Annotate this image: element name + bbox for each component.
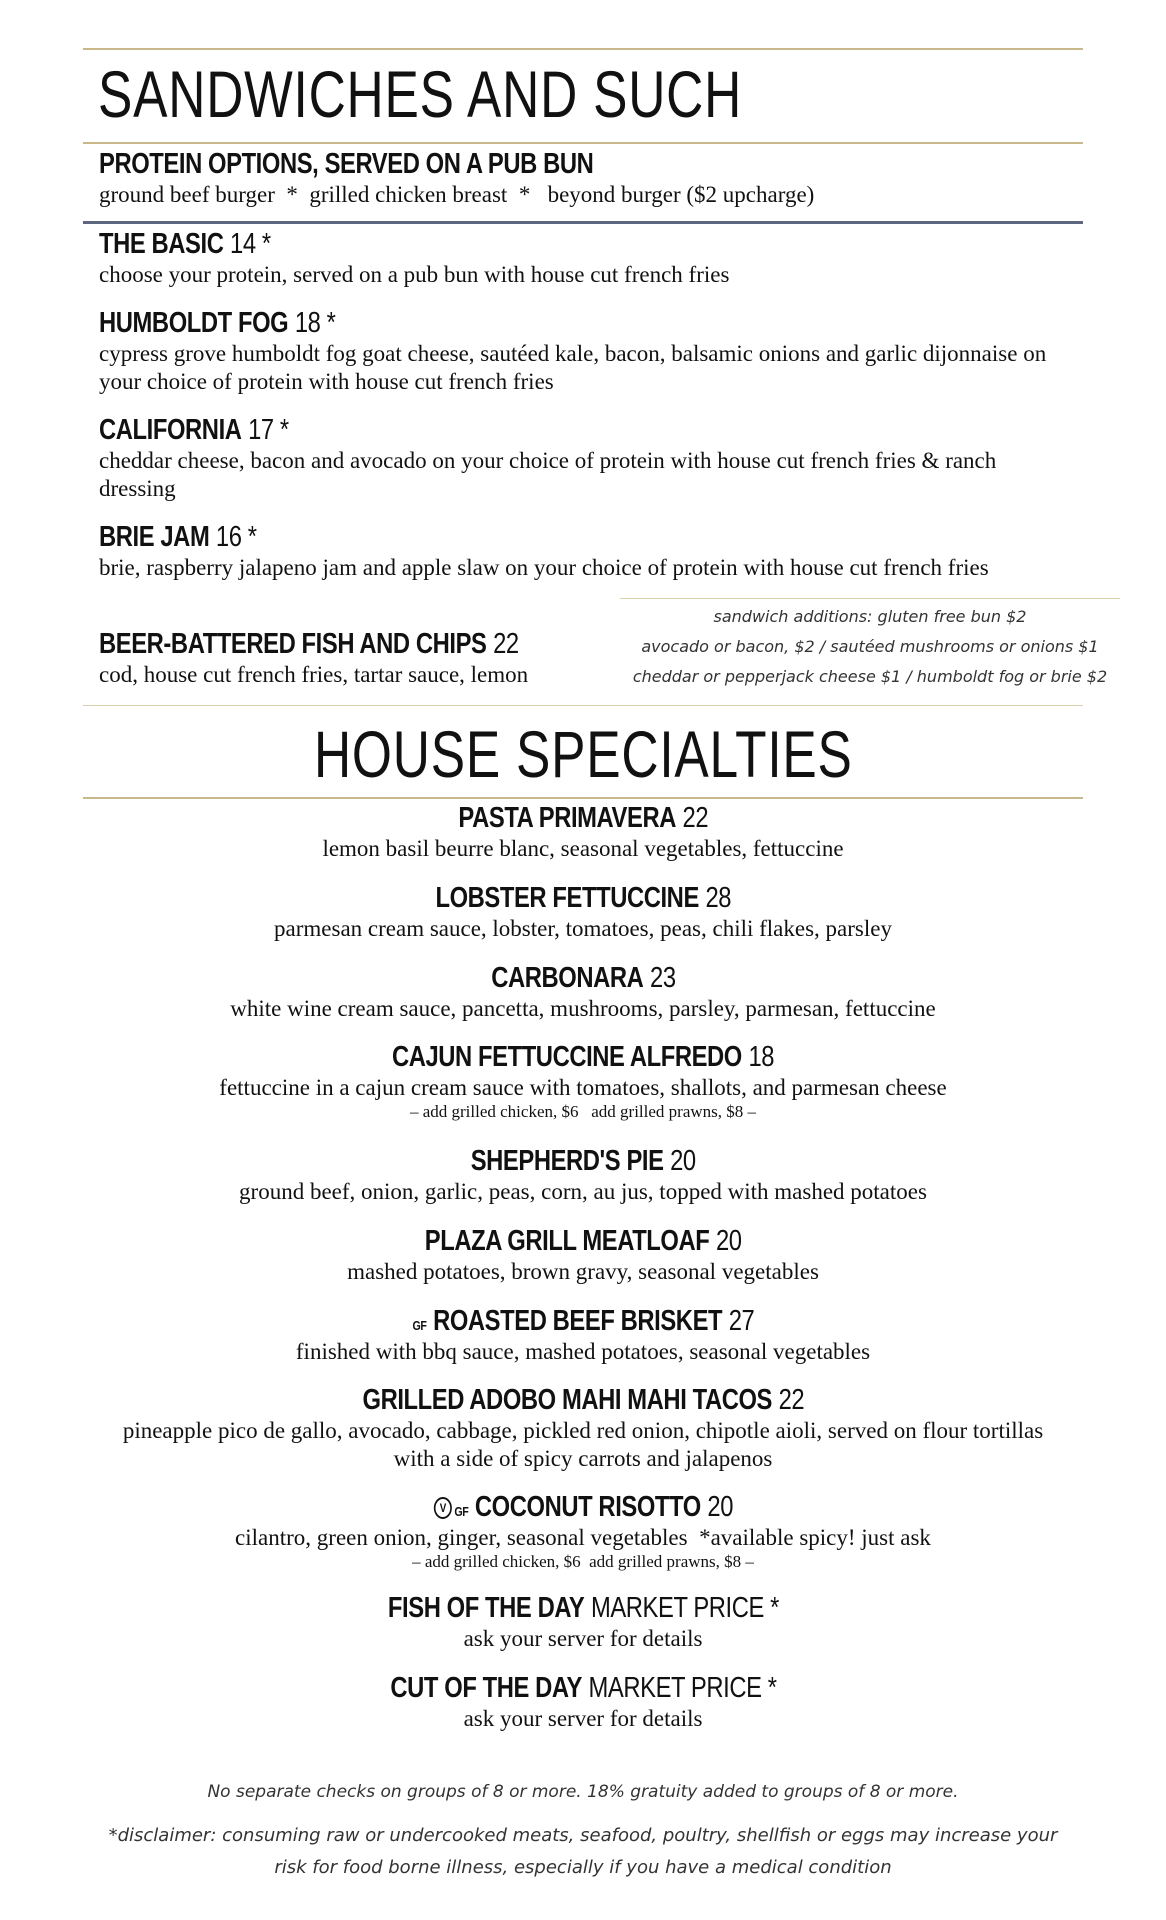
menu-item-carbonara xyxy=(83,962,1083,1023)
item-name: CALIFORNIA 17 * xyxy=(99,414,289,446)
item-desc: pineapple pico de gallo, avocado, cabbage, pickled red onion, chipotle aioli, served on flour tortillas with a side of spicy carrots and jalapenos xyxy=(122,1418,1044,1471)
item-price: 23 xyxy=(649,962,676,994)
sandwich-additions xyxy=(620,602,1120,692)
menu-item-cajun-fettuccine-alfredo xyxy=(83,1041,1083,1122)
item-name: PLAZA GRILL MEATLOAF 20 xyxy=(424,1225,742,1257)
item-name: LOBSTER FETTUCCINE 28 xyxy=(435,882,731,914)
menu-item-shepherds-pie xyxy=(83,1145,1083,1206)
item-desc: cod, house cut french fries, tartar sauce, lemon xyxy=(99,662,529,687)
disclaimer: *disclaimer: consuming raw or undercooked meats, seafood, poultry, shellfish or eggs may increase your risk for food borne illness, especially if you have a medical condition xyxy=(108,1825,1058,1878)
menu-item-coconut-risotto xyxy=(83,1491,1083,1572)
item-name: FISH OF THE DAY MARKET PRICE * xyxy=(387,1592,779,1624)
item-price: 20 xyxy=(706,1491,733,1523)
item-price: MARKET PRICE * xyxy=(590,1592,779,1624)
menu-item-cut-of-the-day xyxy=(83,1672,1083,1733)
item-name: PASTA PRIMAVERA 22 xyxy=(458,802,708,834)
protein-options-text: ground beef burger * grilled chicken breast * beyond burger ($2 upcharge) xyxy=(99,182,815,207)
item-price: 22 xyxy=(493,628,519,660)
item-desc: ground beef, onion, garlic, peas, corn, au jus, topped with mashed potatoes xyxy=(239,1179,927,1204)
item-desc: cypress grove humboldt fog goat cheese, sautéed kale, bacon, balsamic onions and garlic dijonnaise on your choice of protein with house cut french fries xyxy=(99,341,1047,394)
menu-item-fish-and-chips xyxy=(99,628,619,689)
vegan-icon: V xyxy=(433,1497,451,1519)
item-name: GF ROASTED BEEF BRISKET 27 xyxy=(412,1305,754,1337)
menu-item-meatloaf xyxy=(83,1225,1083,1286)
item-name: SHEPHERD'S PIE 20 xyxy=(470,1145,696,1177)
item-price: 20 xyxy=(669,1145,696,1177)
addition-line: cheddar or pepperjack cheese $1 / humboldt fog or brie $2 xyxy=(632,667,1108,686)
menu-item-california xyxy=(99,414,1059,503)
item-desc: ask your server for details xyxy=(463,1626,703,1651)
item-name: GRILLED ADOBO MAHI MAHI TACOS 22 xyxy=(362,1384,804,1416)
item-name: CAJUN FETTUCCINE ALFREDO 18 xyxy=(391,1041,775,1073)
gluten-free-badge: GF xyxy=(453,1504,468,1519)
item-desc: cilantro, green onion, ginger, seasonal vegetables *available spicy! just ask xyxy=(235,1525,931,1550)
item-price: 22 xyxy=(682,802,708,834)
protein-options xyxy=(99,148,1059,209)
item-price: 27 xyxy=(728,1305,754,1337)
item-price: 18 xyxy=(748,1041,775,1073)
section-title-specialties: HOUSE SPECIALTIES xyxy=(313,717,853,791)
item-name: THE BASIC 14 * xyxy=(99,228,271,260)
menu-item-the-basic xyxy=(99,228,1059,289)
item-price: 20 xyxy=(715,1225,742,1257)
group-policy-note: No separate checks on groups of 8 or more. 18% gratuity added to groups of 8 or more. xyxy=(207,1782,959,1802)
item-price: 22 xyxy=(778,1384,804,1416)
item-note: – add grilled chicken, $6 add grilled prawns, $8 – xyxy=(409,1102,757,1121)
additions-rule xyxy=(620,598,1120,599)
item-desc: white wine cream sauce, pancetta, mushrooms, parsley, parmesan, fettuccine xyxy=(230,996,936,1021)
item-price: 28 xyxy=(705,882,731,914)
item-price: 17 * xyxy=(248,414,289,446)
item-name: HUMBOLDT FOG 18 * xyxy=(99,307,336,339)
section-divider xyxy=(83,705,1083,706)
item-desc: ask your server for details xyxy=(463,1706,703,1731)
item-desc: cheddar cheese, bacon and avocado on your choice of protein with house cut french fries & ranch dressing xyxy=(99,448,997,501)
top-rule xyxy=(83,48,1083,50)
menu-item-fish-of-the-day xyxy=(83,1592,1083,1653)
addition-line: sandwich additions: gluten free bun $2 xyxy=(713,607,1027,626)
item-price: 18 * xyxy=(294,307,336,339)
menu-item-pasta-primavera xyxy=(83,802,1083,863)
item-desc: lemon basil beurre blanc, seasonal vegetables, fettuccine xyxy=(322,836,844,861)
menu-item-brie-jam xyxy=(99,521,1059,582)
item-note: – add grilled chicken, $6 add grilled prawns, $8 – xyxy=(412,1552,754,1571)
item-name: BRIE JAM 16 * xyxy=(99,521,257,553)
addition-line: avocado or bacon, $2 / sautéed mushrooms or onions $1 xyxy=(641,637,1099,656)
item-price: 14 * xyxy=(230,228,271,260)
item-desc: fettuccine in a cajun cream sauce with tomatoes, shallots, and parmesan cheese xyxy=(219,1075,947,1100)
section-title-sandwiches: SANDWICHES AND SUCH xyxy=(98,57,743,131)
item-desc: brie, raspberry jalapeno jam and apple slaw on your choice of protein with house cut french fries xyxy=(99,555,989,580)
item-desc: mashed potatoes, brown gravy, seasonal vegetables xyxy=(347,1259,819,1284)
section-rule xyxy=(83,797,1083,799)
item-name: CARBONARA 23 xyxy=(490,962,676,994)
item-desc: choose your protein, served on a pub bun with house cut french fries xyxy=(99,262,730,287)
item-desc: parmesan cream sauce, lobster, tomatoes, peas, chili flakes, parsley xyxy=(274,916,892,941)
menu-item-roasted-beef-brisket xyxy=(83,1305,1083,1366)
item-price: 16 * xyxy=(215,521,257,553)
gluten-free-badge: GF xyxy=(412,1318,427,1333)
menu-item-humboldt-fog xyxy=(99,307,1059,396)
item-name: BEER-BATTERED FISH AND CHIPS 22 xyxy=(99,628,519,660)
item-name: V GF COCONUT RISOTTO 20 xyxy=(433,1491,732,1524)
section-rule xyxy=(83,142,1083,144)
item-desc: finished with bbq sauce, mashed potatoes, seasonal vegetables xyxy=(295,1339,871,1364)
protein-rule xyxy=(83,221,1083,224)
menu-item-mahi-mahi-tacos xyxy=(83,1384,1083,1473)
protein-heading: PROTEIN OPTIONS, SERVED ON A PUB BUN xyxy=(99,148,594,180)
menu-item-lobster-fettuccine xyxy=(83,882,1083,943)
item-name: CUT OF THE DAY MARKET PRICE * xyxy=(389,1672,777,1704)
item-price: MARKET PRICE * xyxy=(588,1672,777,1704)
